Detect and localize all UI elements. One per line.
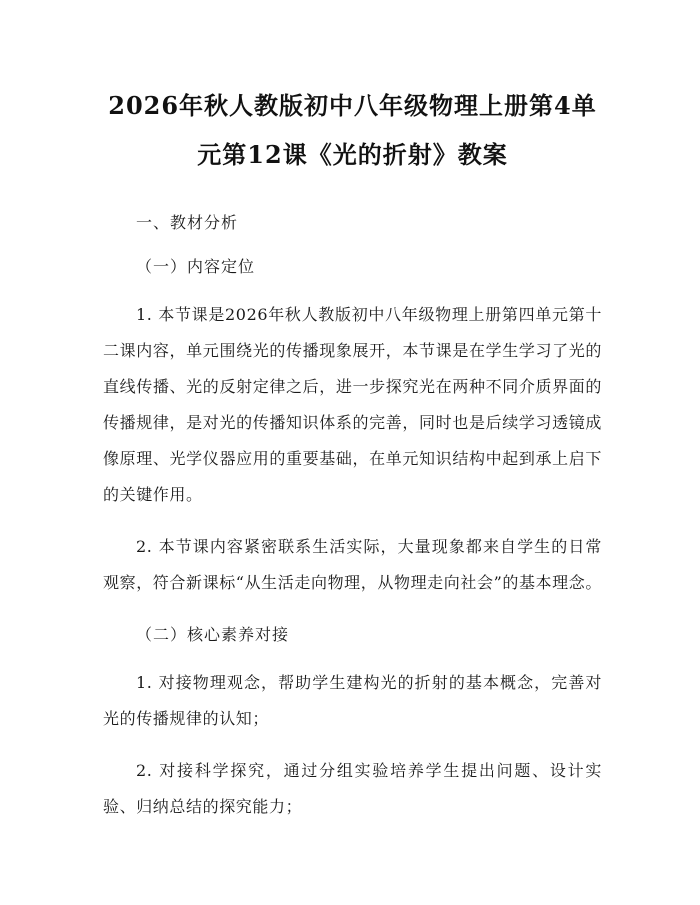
subsection-heading-core-literacy: （二）核心素养对接 [136, 625, 290, 644]
subsection-heading-content-positioning: （一）内容定位 [136, 257, 256, 276]
document-title [103, 0, 602, 179]
paragraph-positioning-2: 2. 本节课内容紧密联系生活实际，大量现象都来自学生的日常观察，符合新课标“从生活走向物理，从物理走向社会”的基本理念。 [103, 537, 602, 592]
paragraph-core-literacy-2: 2. 对接科学探究，通过分组实验培养学生提出问题、设计实验、归纳总结的探究能力； [103, 761, 602, 816]
paragraph-core-literacy-1: 1. 对接物理观念，帮助学生建构光的折射的基本概念，完善对光的传播规律的认知； [103, 673, 602, 728]
title-line-1: 2026年秋人教版初中八年级物理上册第4单 [108, 91, 597, 120]
section-heading-textbook-analysis: 一、教材分析 [136, 213, 239, 232]
paragraph-positioning-1: 1. 本节课是2026年秋人教版初中八年级物理上册第四单元第十二课内容，单元围绕光的传播现象展开，本节课是在学生学习了光的直线传播、光的反射定律之后，进一步探究光在两种不同介质界面的传播规律，是对光的传播知识体系的完善，同时也是后续学习透镜成像原理、光学仪器应用的重要基础，在单元知识结构中起到承上启下的关键作用。 [103, 305, 602, 504]
document-body [103, 209, 602, 825]
title-line-2: 元第12课《光的折射》教案 [197, 140, 508, 169]
